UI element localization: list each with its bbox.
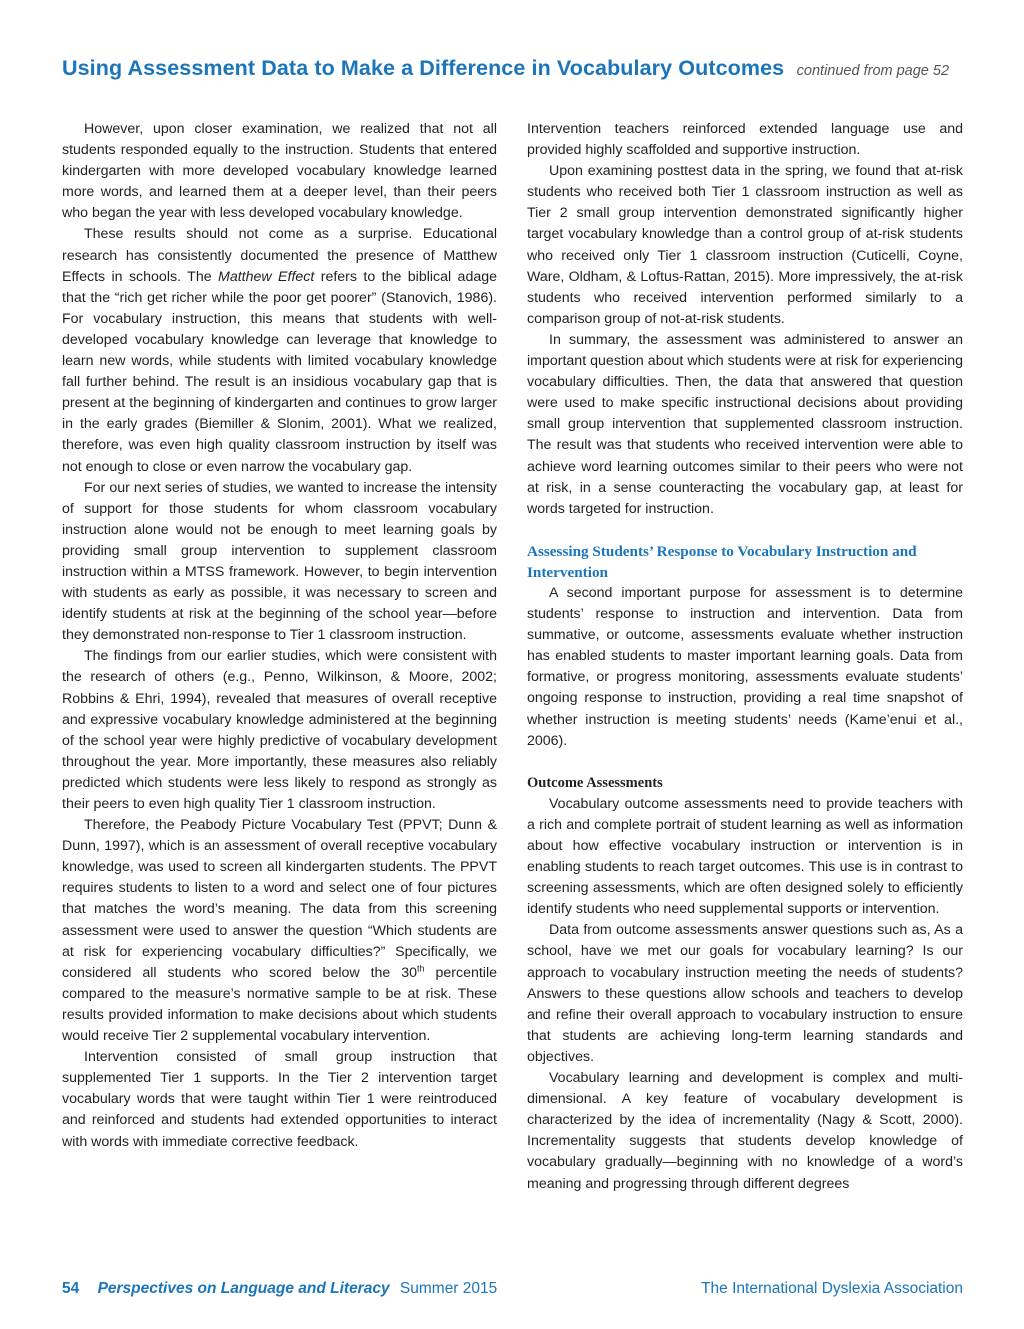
emphasis-term: Matthew Effect — [218, 268, 315, 285]
paragraph: Data from outcome assessments answer questions such as, As a school, have we met our goals for vocabulary learning? Is our approach to vocabulary instruction meeting the needs of students? Answers to these questions allow schools and teachers to develop and refine their overall approach to vocabulary instruction to ensure that students are achieving long-term learning standards and objectives. — [527, 922, 963, 1065]
paragraph: Therefore, the Peabody Picture Vocabulary Test (PPVT; Dunn & Dunn, 1997), which is an assessment of overall receptive vocabulary knowledge, was used to screen all kindergarten students. The PPVT requires students to listen to a word and select one of four pictures that matches the word’s meaning. The data from this screening assessment were used to answer the question “Which students are at risk for experiencing vocabulary difficulties?” Specifically, we considered all students who scored below the 30th percentile compared to the measure’s normative sample to be at risk. These results provided information to make decisions about which students would receive Tier 2 supplemental vocabulary intervention. — [62, 817, 497, 1045]
organization-name: The International Dyslexia Association — [701, 1280, 963, 1297]
paragraph: Intervention teachers reinforced extended language use and provided highly scaffolded and supportive instruction. — [527, 121, 963, 159]
paragraph: A second important purpose for assessment is to determine students’ response to instruction and intervention. Data from summative, or outcome, assessments evaluate whether instruction has enabled students to master important learning goals. Data from formative, or progress monitoring, assessments evaluate students’ ongoing response to instruction, providing a real time snapshot of whether instruction is meeting students’ needs (Kame’enui et al., 2006). — [527, 584, 963, 749]
right-column — [527, 119, 963, 1259]
left-column — [62, 119, 497, 1259]
page-header — [62, 56, 962, 81]
issue-label: Summer 2015 — [399, 1280, 498, 1297]
article-title: Using Assessment Data to Make a Difference in Vocabulary Outcomes — [62, 56, 785, 80]
paragraph: Upon examining posttest data in the spring, we found that at-risk students who received both Tier 1 classroom instruction as well as Tier 2 small group intervention demonstrated significantly higher target vocabulary knowledge than a control group of at-risk students who received only Tier 1 classroom instruction (Cuticelli, Coyne, Ware, Oldham, & Loftus-Rattan, 2015). More impressively, the at-risk students who received intervention performed similarly to a comparison group of not-at-risk students. — [527, 163, 963, 327]
superscript: th — [417, 963, 425, 974]
paragraph: These results should not come as a surprise. Educational research has consistently documented the presence of Matthew Effects in schools. The Matthew Effect refers to the biblical adage that the “rich get richer while the poor get poorer” (Stanovich, 1986). For vocabulary instruction, this means that students with well-developed vocabulary knowledge can leverage that knowledge to learn new words, while students with limited vocabulary knowledge fall further behind. The result is an insidious vocabulary gap that is present at the beginning of kindergarten and continues to grow larger in the early grades (Biemiller & Slonim, 2001). What we realized, therefore, was even high quality classroom instruction by itself was not enough to close or even narrow the vocabulary gap. — [62, 226, 497, 475]
sub-heading: Outcome Assessments — [527, 774, 663, 791]
paragraph: In summary, the assessment was administered to answer an important question about which students were at risk for experiencing vocabulary difficulties. Then, the data that answered that question were used to make specific instructional decisions about providing small group intervention that supplemented classroom instruction. The result was that students who received intervention were able to achieve word learning outcomes similar to their peers who were not at risk, in a sense counteracting the vocabulary gap, at least for words targeted for instruction. — [527, 331, 963, 517]
paragraph: For our next series of studies, we wanted to increase the intensity of support for those students for whom classroom vocabulary instruction alone would not be enough to meet learning goals by providing small group intervention to supplement classroom instruction within a MTSS framework. However, to begin intervention with students as early as possible, it was necessary to screen and identify students at risk at the beginning of the school year—before they demonstrated non-response to Tier 1 classroom instruction. — [62, 479, 497, 644]
paragraph: Vocabulary outcome assessments need to provide teachers with a rich and complete portrait of student learning as well as information about how effective vocabulary instruction or intervention is in enabling students to reach target outcomes. This use is in contrast to screening assessments, which are often designed solely to efficiently identify students who need supplemental supports or intervention. — [527, 795, 963, 918]
paragraph: The findings from our earlier studies, which were consistent with the research of others (e.g., Penno, Wilkinson, & Moore, 2002; Robbins & Ehri, 1994), revealed that measures of overall receptive and expressive vocabulary knowledge administered at the beginning of the school year were highly predictive of vocabulary development throughout the year. More importantly, these measures also reliably predicted which students were less likely to respond as strongly as their peers to even high quality Tier 1 classroom instruction. — [62, 648, 497, 812]
section-heading: Assessing Students’ Response to Vocabulary Instruction and Intervention — [527, 542, 917, 581]
journal-title: Perspectives on Language and Literacy — [97, 1280, 390, 1297]
paragraph: However, upon closer examination, we realized that not all students responded equally to the instruction. Students that entered kindergarten with more developed vocabulary knowledge learned more words, and learned them at a deeper level, than their peers who began the year with less developed vocabulary knowledge. — [62, 121, 497, 222]
page-number: 54 — [62, 1280, 80, 1297]
page-footer — [62, 1280, 963, 1302]
paragraph: Intervention consisted of small group instruction that supplemented Tier 1 supports. In the Tier 2 intervention target vocabulary words that were taught within Tier 1 were reintroduced and reinforced and students had extended opportunities to interact with words with immediate corrective feedback. — [62, 1049, 497, 1150]
paragraph: Vocabulary learning and development is complex and multi-dimensional. A key feature of vocabulary development is characterized by the idea of incrementality (Nagy & Scott, 2000). Incrementality suggests that students develop knowledge of vocabulary gradually—beginning with no knowledge of a word’s meaning and progressing through different degrees — [527, 1070, 963, 1192]
continued-note: continued from page 52 — [796, 63, 950, 79]
